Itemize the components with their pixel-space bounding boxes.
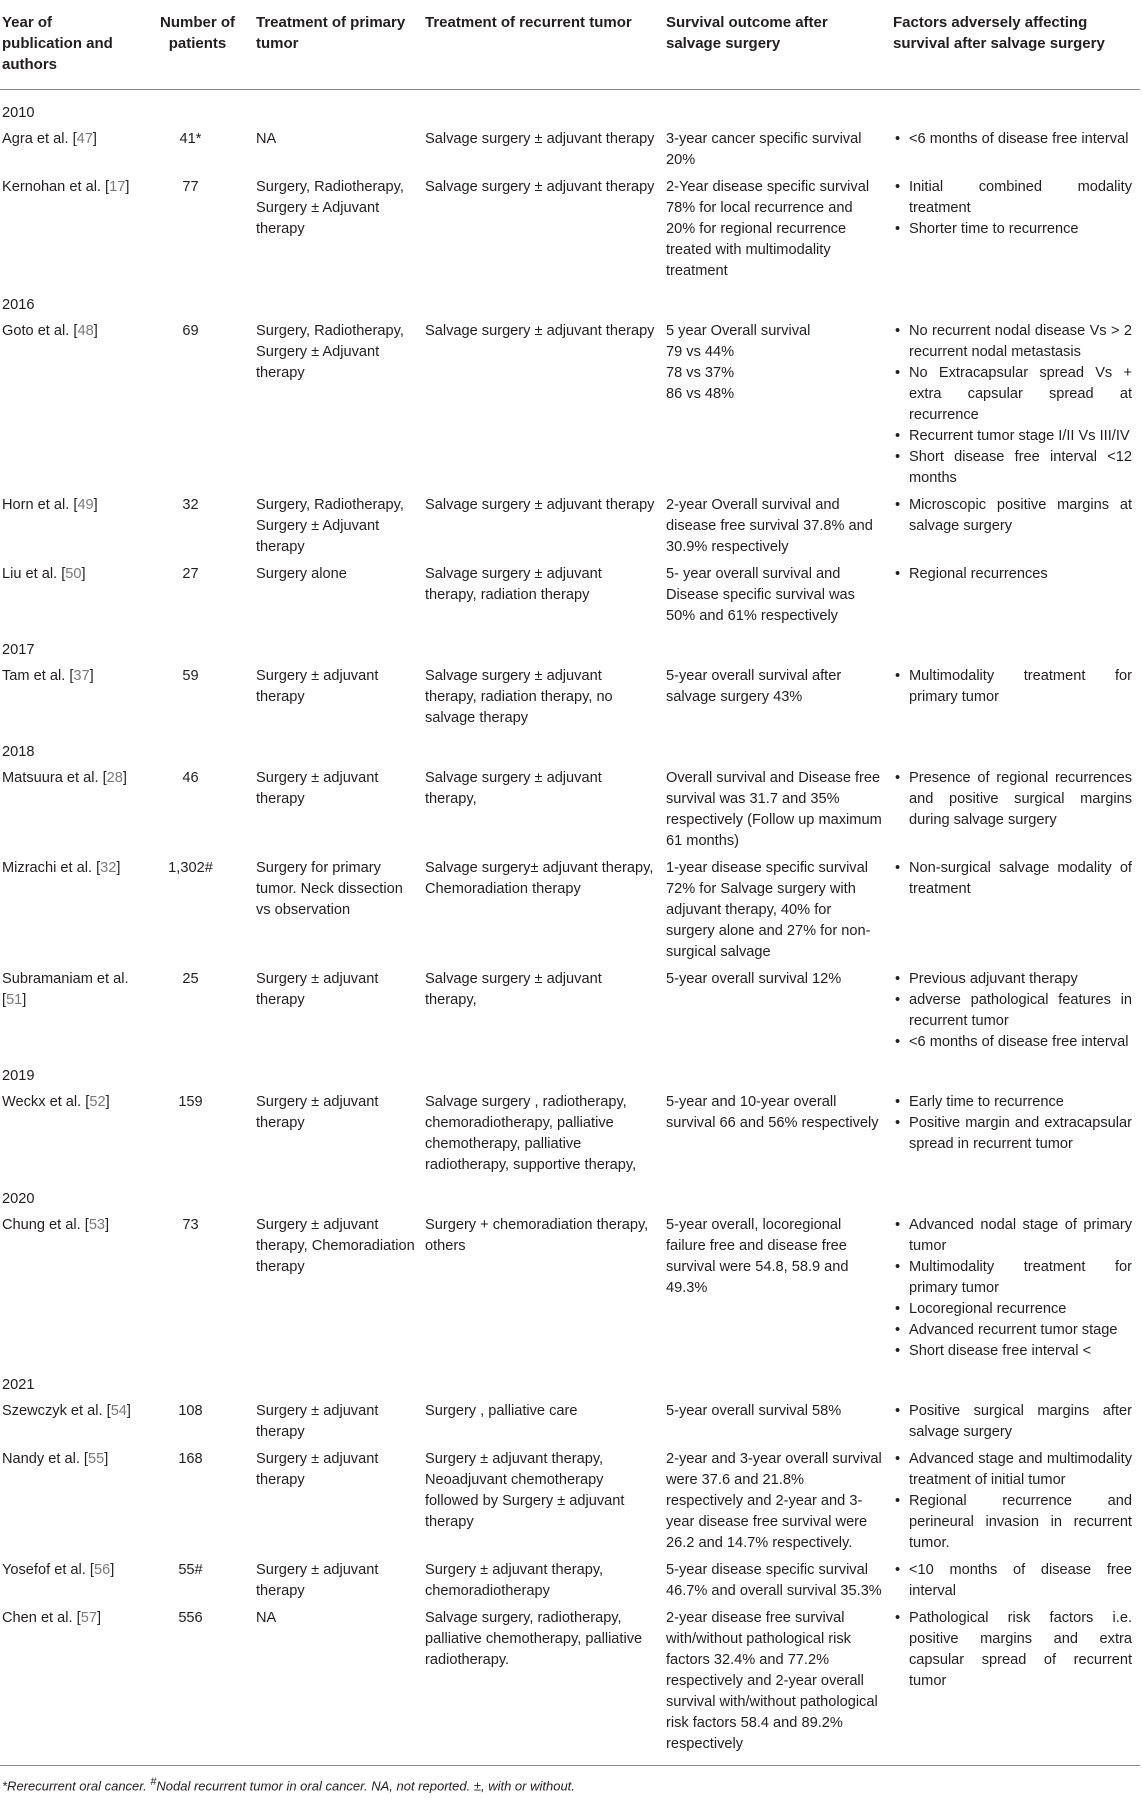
header-primary-treatment: Treatment of primary tumor (254, 6, 423, 90)
author-text: Chung et al. [ (2, 1217, 89, 1233)
primary-treatment: NA (254, 1605, 423, 1766)
table-row (0, 1089, 1140, 1179)
bracket-close: ] (89, 668, 94, 684)
survival-line: 5-year overall survival after salvage surgery 43% (666, 668, 842, 705)
author-text: Yosefof et al. [ (2, 1562, 94, 1578)
patient-count: 55# (178, 1562, 203, 1578)
survival-outcome (664, 561, 891, 630)
year-row (0, 90, 1140, 127)
primary-treatment: Surgery ± adjuvant therapy, Chemoradiation therapy (256, 1217, 415, 1275)
factor-item: • <10 months of disease free interval (893, 1560, 1132, 1602)
recurrent-treatment: Surgery , palliative care (425, 1403, 578, 1419)
survival-outcome (664, 492, 891, 561)
factor-item: • Previous adjuvant therapy (893, 969, 1132, 990)
primary-treatment: Surgery ± adjuvant therapy (256, 770, 379, 807)
study-author (0, 126, 141, 174)
primary-treatment: Surgery ± adjuvant therapy (256, 1094, 379, 1131)
factor-list (893, 177, 1132, 240)
year-label: 2018 (2, 744, 35, 760)
factor-list (893, 768, 1132, 831)
recurrent-treatment: Surgery ± adjuvant therapy, Neoadjuvant chemotherapy followed by Surgery ± adjuvant therapy (425, 1451, 625, 1530)
reference-link[interactable]: 17 (109, 179, 126, 195)
patient-count: 556 (141, 1605, 254, 1766)
factor-item: • Advanced stage and multimodality treatment of initial tumor (893, 1449, 1132, 1491)
factor-item: • <6 months of disease free interval (893, 129, 1132, 150)
bracket-close: ] (116, 860, 121, 876)
reference-link[interactable]: 49 (77, 497, 94, 513)
patient-count: 59 (182, 668, 199, 684)
factor-list (893, 321, 1132, 489)
reference-link[interactable]: 53 (88, 1217, 106, 1233)
factor-item: • <6 months of disease free interval (893, 1032, 1132, 1053)
factor-item: • Shorter time to recurrence (893, 219, 1132, 240)
patient-count: 27 (182, 566, 199, 582)
bracket-close: ] (105, 1094, 110, 1110)
survival-line: 5-year overall survival 12% (666, 971, 842, 987)
factor-list (893, 1092, 1132, 1155)
factor-item: • Short disease free interval <12 months (893, 447, 1132, 489)
survival-line: 5-year and 10-year overall survival 66 and 56% respectively (666, 1094, 879, 1131)
header-recurrent-treatment: Treatment of recurrent tumor (423, 6, 664, 90)
footnote-marker: # (150, 1776, 157, 1788)
survival-outcome (664, 663, 891, 732)
adverse-factors (891, 855, 1140, 966)
bracket-close: ] (110, 1562, 115, 1578)
author-text: Chen et al. [ (2, 1610, 81, 1626)
survival-outcome (664, 1212, 891, 1365)
factor-list (893, 495, 1132, 537)
patient-count: 41* (179, 131, 202, 147)
recurrent-treatment: Salvage surgery, radiotherapy, palliative chemotherapy, palliative radiotherapy. (423, 1605, 664, 1766)
year-label: 2019 (2, 1068, 35, 1084)
recurrent-treatment: Salvage surgery ± adjuvant therapy (425, 323, 655, 339)
survival-outcome (664, 855, 891, 966)
year-label: 2017 (2, 642, 35, 658)
survival-line: 2-year disease free survival with/without pathological risk factors 32.4% and 77.2% respectively and 2-year overall survival with/without pathological risk factors 58.4 and 89.2% respectively (666, 1610, 878, 1752)
factor-item: • Short disease free interval < (893, 1341, 1132, 1362)
primary-treatment: Surgery ± adjuvant therapy (256, 1562, 379, 1599)
reference-link[interactable]: 51 (6, 992, 23, 1008)
reference-link[interactable]: 32 (100, 860, 117, 876)
factor-item: • Presence of regional recurrences and positive surgical margins during salvage surgery (893, 768, 1132, 831)
study-author (0, 318, 141, 492)
survival-line: Overall survival and Disease free survival was 31.7 and 35% respectively (Follow up maximum 61 months) (666, 770, 882, 849)
adverse-factors (891, 1605, 1140, 1766)
author-text: Liu et al. [ (2, 566, 66, 582)
year-label: 2021 (2, 1377, 35, 1393)
bracket-close: ] (93, 323, 98, 339)
primary-treatment: Surgery, Radiotherapy, Surgery ± Adjuvant therapy (256, 497, 404, 555)
bracket-close: ] (105, 1217, 110, 1233)
survival-line: 5-year overall survival 58% (666, 1403, 842, 1419)
header-year-authors: Year of publication and authors (0, 6, 141, 90)
factor-list (893, 969, 1132, 1053)
survival-line: 78 vs 37% (666, 365, 735, 381)
recurrent-treatment: Salvage surgery , radiotherapy, chemoradiotherapy, palliative chemotherapy, palliative radiotherapy, supportive therapy, (425, 1094, 637, 1173)
patient-count: 108 (178, 1403, 203, 1419)
factor-item: • Initial combined modality treatment (893, 177, 1132, 219)
survival-outcome (664, 966, 891, 1056)
survival-outcome (664, 1605, 891, 1766)
bracket-close: ] (92, 131, 97, 147)
table-row (0, 1212, 1140, 1365)
study-author (0, 1212, 141, 1365)
factor-list (893, 1608, 1132, 1692)
adverse-factors (891, 1398, 1140, 1446)
patient-count: 32 (182, 497, 199, 513)
year-row (0, 1365, 1140, 1398)
patient-count: 77 (182, 179, 199, 195)
bracket-close: ] (22, 992, 27, 1008)
survival-line: 5-year disease specific survival 46.7% and overall survival 35.3% (666, 1562, 882, 1599)
primary-treatment: Surgery ± adjuvant therapy (256, 668, 379, 705)
survival-line: 5 year Overall survival (666, 323, 811, 339)
recurrent-treatment: Salvage surgery ± adjuvant therapy, (425, 971, 602, 1008)
factor-item: • No Extracapsular spread Vs + extra capsular spread at recurrence (893, 363, 1132, 426)
reference-link[interactable]: 47 (76, 131, 93, 147)
footnote-part-2: Nodal recurrent tumor in oral cancer. NA, not reported. ±, with or without. (156, 1778, 575, 1794)
patient-count: 69 (182, 323, 199, 339)
factor-list (893, 564, 1132, 585)
survival-line: 2-year Overall survival and disease free survival 37.8% and 30.9% respectively (666, 497, 873, 555)
bracket-close: ] (125, 179, 130, 195)
factor-item: • Non-surgical salvage modality of treatment (893, 858, 1132, 900)
adverse-factors (891, 1089, 1140, 1179)
recurrent-treatment: Salvage surgery± adjuvant therapy, Chemoradiation therapy (425, 860, 654, 897)
reference-link[interactable]: 50 (65, 566, 82, 582)
header-adverse-factors: Factors adversely affecting survival after salvage surgery (891, 6, 1140, 90)
adverse-factors (891, 126, 1140, 174)
factor-item: • Early time to recurrence (893, 1092, 1132, 1113)
bracket-close: ] (104, 1451, 109, 1467)
table-row (0, 1398, 1140, 1446)
recurrent-treatment: Salvage surgery ± adjuvant therapy, (425, 770, 602, 807)
survival-line: 79 vs 44% (666, 344, 735, 360)
study-author (0, 1446, 141, 1557)
table-row (0, 126, 1140, 174)
factor-item: • Recurrent tumor stage I/II Vs III/IV (893, 426, 1132, 447)
author-text: Matsuura et al. [ (2, 770, 107, 786)
study-author (0, 1605, 141, 1766)
factor-list (893, 1401, 1132, 1443)
survival-outcome (664, 174, 891, 285)
author-text: Nandy et al. [ (2, 1451, 88, 1467)
year-label: 2010 (2, 105, 35, 121)
year-label: 2020 (2, 1191, 35, 1207)
survival-line: 2-Year disease specific survival 78% for local recurrence and 20% for regional recurrence treated with multimodality treatment (666, 179, 870, 279)
footnote-part-1: *Rerecurrent oral cancer. (2, 1778, 151, 1794)
table-footnote (2, 1776, 1143, 1793)
survival-outcome (664, 126, 891, 174)
survival-line: 86 vs 48% (666, 386, 735, 402)
author-text: Mizrachi et al. [ (2, 860, 101, 876)
table-row (0, 174, 1140, 285)
study-author (0, 765, 141, 855)
survival-outcome (664, 1089, 891, 1179)
year-row (0, 1179, 1140, 1212)
bracket-close: ] (81, 566, 86, 582)
reference-link[interactable]: 57 (80, 1610, 97, 1626)
bracket-close: ] (96, 1610, 101, 1626)
adverse-factors (891, 966, 1140, 1056)
study-author (0, 855, 141, 966)
factor-item: • Microscopic positive margins at salvage surgery (893, 495, 1132, 537)
survival-line: 5- year overall survival and Disease specific survival was 50% and 61% respectively (666, 566, 855, 624)
patient-count: 25 (182, 971, 199, 987)
study-author (0, 1398, 141, 1446)
recurrent-treatment: Salvage surgery ± adjuvant therapy, radiation therapy, no salvage therapy (425, 668, 613, 726)
adverse-factors (891, 1446, 1140, 1557)
recurrent-treatment: Surgery + chemoradiation therapy, others (425, 1217, 649, 1254)
primary-treatment: Surgery, Radiotherapy, Surgery ± Adjuvant therapy (256, 323, 404, 381)
study-author (0, 561, 141, 630)
bracket-close: ] (126, 1403, 131, 1419)
factor-item: • adverse pathological features in recurrent tumor (893, 990, 1132, 1032)
adverse-factors (891, 765, 1140, 855)
table-row (0, 855, 1140, 966)
year-row (0, 732, 1140, 765)
author-text: Szewczyk et al. [ (2, 1403, 111, 1419)
reference-link[interactable]: 52 (89, 1094, 106, 1110)
factor-list (893, 858, 1132, 900)
survival-line: 1-year disease specific survival 72% for Salvage surgery with adjuvant therapy, 40% for surgery alone and 27% for non-surgical salvage (666, 860, 871, 960)
primary-treatment: Surgery for primary tumor. Neck dissection vs observation (256, 860, 403, 918)
year-label: 2016 (2, 297, 35, 313)
study-author (0, 966, 141, 1056)
table-row (0, 318, 1140, 492)
factor-list (893, 1560, 1132, 1602)
adverse-factors (891, 174, 1140, 285)
factor-list (893, 129, 1132, 150)
survival-line: 2-year and 3-year overall survival were 37.6 and 21.8% respectively and 2-year and 3-year disease free survival were 26.2 and 14.7% respectively. (666, 1451, 882, 1551)
recurrent-treatment: Salvage surgery ± adjuvant therapy (425, 497, 655, 513)
factor-item: • Pathological risk factors i.e. positive margins and extra capsular spread of recurrent tumor (893, 1608, 1132, 1692)
factor-list (893, 1449, 1132, 1554)
author-text: Kernohan et al. [ (2, 179, 110, 195)
study-author (0, 174, 141, 285)
table-row (0, 492, 1140, 561)
author-text: Tam et al. [ (2, 668, 74, 684)
table-row (0, 663, 1140, 732)
factor-item: • Multimodality treatment for primary tumor (893, 1257, 1132, 1299)
survival-outcome (664, 765, 891, 855)
table-row (0, 966, 1140, 1056)
adverse-factors (891, 1557, 1140, 1605)
factor-item: • Regional recurrence and perineural invasion in recurrent tumor. (893, 1491, 1132, 1554)
study-author (0, 492, 141, 561)
header-patients: Number of patients (141, 6, 254, 90)
salvage-surgery-table (0, 6, 1140, 1766)
study-author (0, 1089, 141, 1179)
reference-link[interactable]: 55 (88, 1451, 105, 1467)
survival-outcome (664, 1398, 891, 1446)
adverse-factors (891, 1212, 1140, 1365)
adverse-factors (891, 561, 1140, 630)
study-author (0, 1557, 141, 1605)
primary-treatment: Surgery ± adjuvant therapy (256, 1403, 379, 1440)
table-row (0, 1605, 1140, 1766)
patient-count: 46 (182, 770, 199, 786)
reference-link[interactable]: 37 (73, 668, 90, 684)
author-text: Horn et al. [ (2, 497, 78, 513)
primary-treatment: NA (256, 131, 277, 147)
recurrent-treatment: Surgery ± adjuvant therapy, chemoradiotherapy (425, 1562, 604, 1599)
table-row (0, 561, 1140, 630)
patient-count: 73 (182, 1217, 199, 1233)
reference-link[interactable]: 28 (106, 770, 123, 786)
factor-item: • Advanced nodal stage of primary tumor (893, 1215, 1132, 1257)
factor-item: • Multimodality treatment for primary tumor (893, 666, 1132, 708)
recurrent-treatment: Salvage surgery ± adjuvant therapy (425, 179, 655, 195)
survival-outcome (664, 318, 891, 492)
author-text: Goto et al. [ (2, 323, 78, 339)
adverse-factors (891, 663, 1140, 732)
patient-count: 159 (178, 1094, 203, 1110)
factor-item: • Regional recurrences (893, 564, 1132, 585)
header-survival-outcome: Survival outcome after salvage surgery (664, 6, 891, 90)
survival-outcome (664, 1557, 891, 1605)
table-header (0, 6, 1140, 90)
factor-item: • Locoregional recurrence (893, 1299, 1132, 1320)
survival-outcome (664, 1446, 891, 1557)
reference-link[interactable]: 56 (93, 1562, 111, 1578)
study-author (0, 663, 141, 732)
primary-treatment: Surgery, Radiotherapy, Surgery ± Adjuvant therapy (256, 179, 404, 237)
survival-line: 5-year overall, locoregional failure free and disease free survival were 54.8, 58.9 and 49.3% (666, 1217, 849, 1296)
factor-item: • Positive margin and extracapsular spread in recurrent tumor (893, 1113, 1132, 1155)
adverse-factors (891, 492, 1140, 561)
factor-list (893, 1215, 1132, 1362)
author-text: Subramaniam et al. [ (2, 971, 129, 1008)
year-row (0, 1056, 1140, 1089)
bracket-close: ] (93, 497, 98, 513)
table-row (0, 765, 1140, 855)
table-row (0, 1557, 1140, 1605)
reference-link[interactable]: 48 (77, 323, 94, 339)
primary-treatment: Surgery alone (256, 566, 347, 582)
recurrent-treatment: Salvage surgery ± adjuvant therapy, radiation therapy (425, 566, 602, 603)
primary-treatment: Surgery ± adjuvant therapy (256, 1451, 379, 1488)
bracket-close: ] (122, 770, 127, 786)
survival-line: 3-year cancer specific survival 20% (666, 131, 862, 168)
author-text: Weckx et al. [ (2, 1094, 90, 1110)
primary-treatment: Surgery ± adjuvant therapy (256, 971, 379, 1008)
factor-item: • Advanced recurrent tumor stage (893, 1320, 1132, 1341)
reference-link[interactable]: 54 (110, 1403, 127, 1419)
author-text: Agra et al. [ (2, 131, 77, 147)
factor-item: • No recurrent nodal disease Vs > 2 recurrent nodal metastasis (893, 321, 1132, 363)
patient-count: 1,302# (168, 860, 213, 876)
adverse-factors (891, 318, 1140, 492)
recurrent-treatment: Salvage surgery ± adjuvant therapy (425, 131, 655, 147)
table-row (0, 1446, 1140, 1557)
year-row (0, 630, 1140, 663)
factor-list (893, 666, 1132, 708)
year-row (0, 285, 1140, 318)
table-body (0, 90, 1140, 1766)
patient-count: 168 (178, 1451, 203, 1467)
factor-item: • Positive surgical margins after salvage surgery (893, 1401, 1132, 1443)
